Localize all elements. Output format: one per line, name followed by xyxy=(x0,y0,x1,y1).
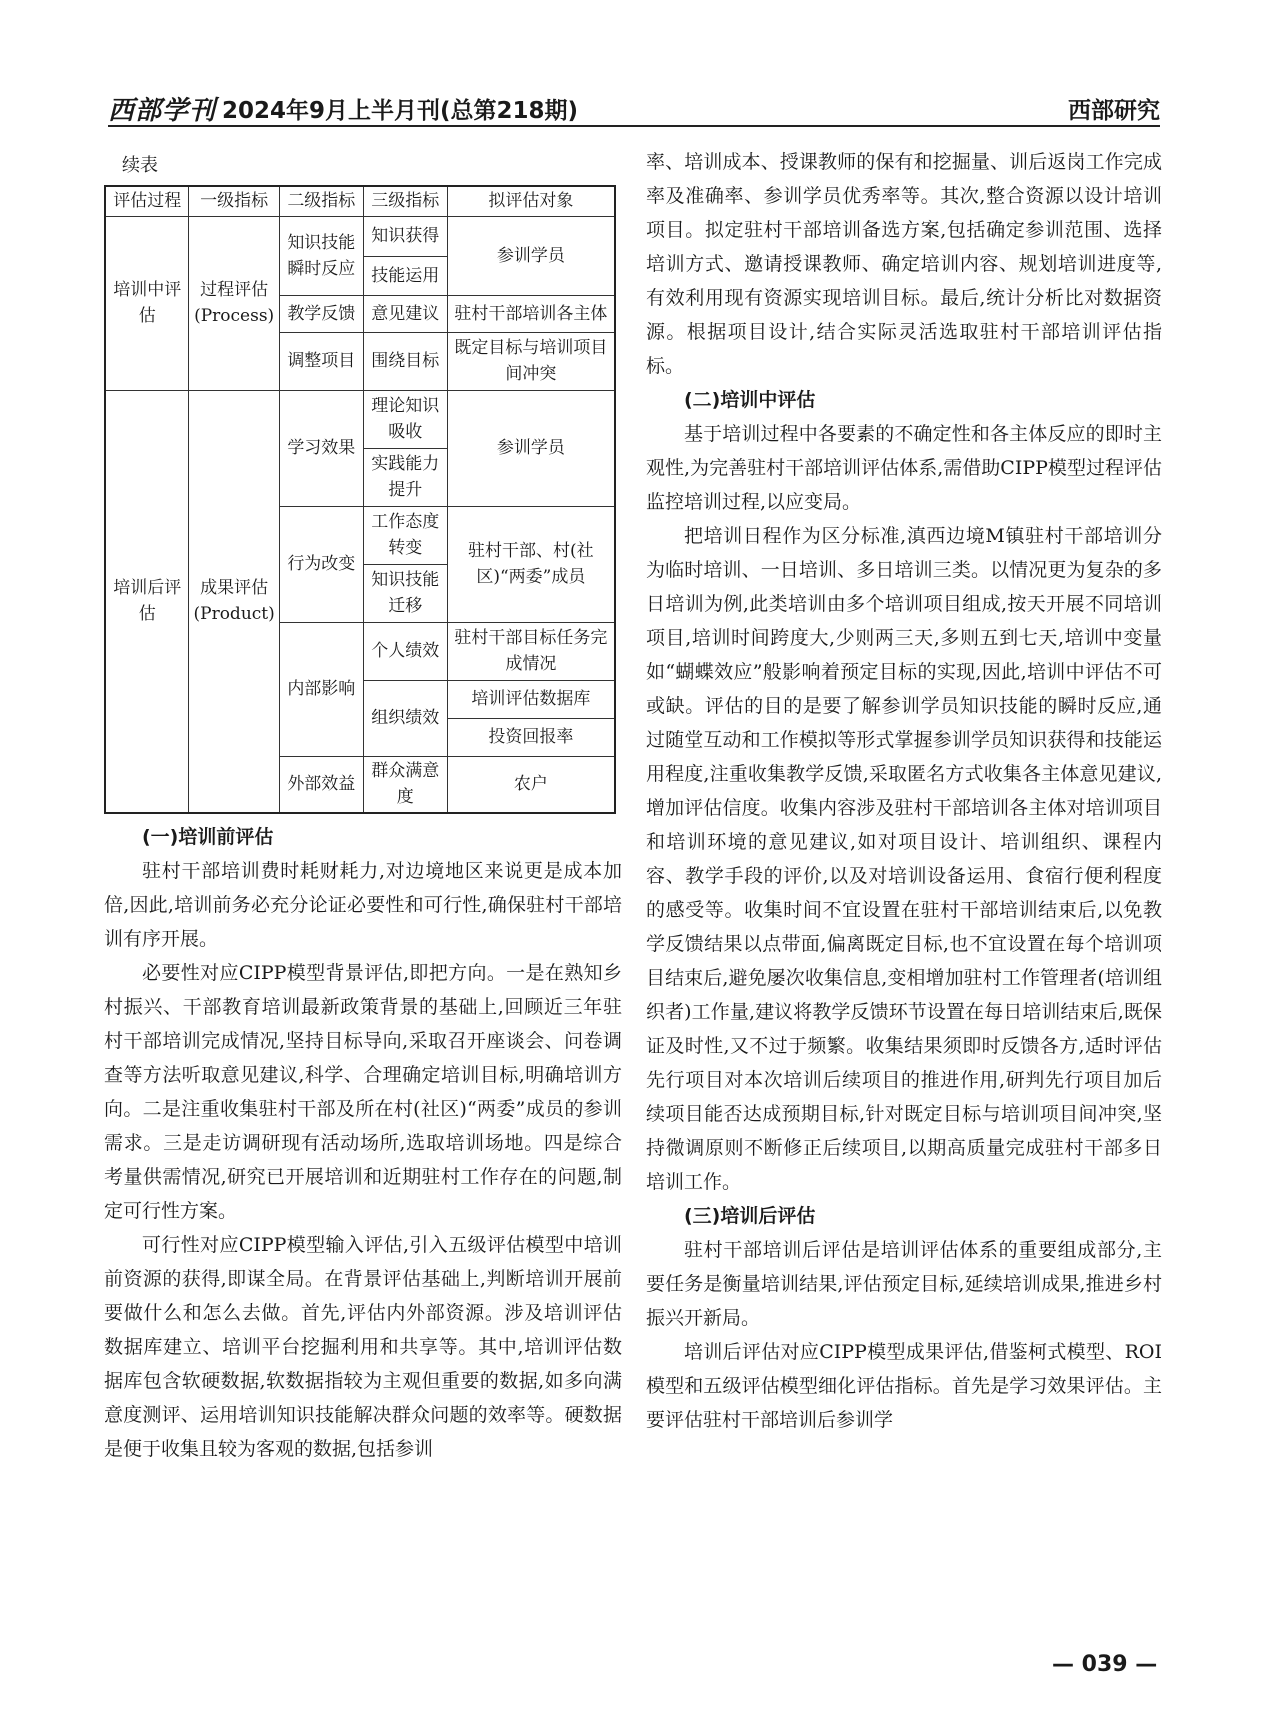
table-cell: 调整项目 xyxy=(279,332,363,390)
table-cell: 知识获得 xyxy=(363,216,447,256)
table-cell: 成果评估(Product) xyxy=(189,390,279,813)
table-cell: 知识技能瞬时反应 xyxy=(279,216,363,295)
table-cell: 学习效果 xyxy=(279,390,363,506)
table-cell: 组织绩效 xyxy=(363,680,447,756)
table-cell: 知识技能迁移 xyxy=(363,564,447,622)
page-header xyxy=(108,88,1160,124)
table-cell: 教学反馈 xyxy=(279,295,363,332)
paragraph: 驻村干部培训费时耗财耗力,对边境地区来说更是成本加倍,因此,培训前务必充分论证必要性和可行性,确保驻村干部培训有序开展。 xyxy=(104,860,622,950)
header-rule xyxy=(108,125,1160,127)
evaluation-table xyxy=(104,185,616,814)
journal-logo: 西部学刊 xyxy=(108,96,217,126)
table-cell: 农户 xyxy=(447,756,615,813)
table-row xyxy=(105,390,615,448)
table-cell: 工作态度转变 xyxy=(363,506,447,564)
table-cell: 参训学员 xyxy=(447,216,615,295)
paragraph: 必要性对应CIPP模型背景评估,即把方向。一是在熟知乡村振兴、干部教育培训最新政策背景的基础上,回顾近三年驻村干部培训完成情况,坚持目标导向,采取召开座谈会、问卷调查等方法听取意见建议,科学、合理确定培训目标,明确培训方向。二是注重收集驻村干部及所在村(社区)“两委”成员的参训需求。三是走访调研现有活动场所,选取培训场地。四是综合考量供需情况,研究已开展培训和近期驻村工作存在的问题,制定可行性方案。 xyxy=(104,962,622,1222)
right-column xyxy=(646,145,1162,1437)
section-name: 西部研究 xyxy=(1068,98,1160,124)
table-header-cell: 评估过程 xyxy=(105,186,189,216)
table-cell: 既定目标与培训项目间冲突 xyxy=(447,332,615,390)
table-header-cell: 拟评估对象 xyxy=(447,186,615,216)
table-cell: 外部效益 xyxy=(279,756,363,813)
table-cell: 培训中评估 xyxy=(105,216,189,390)
paragraph: 基于培训过程中各要素的不确定性和各主体反应的即时主观性,为完善驻村干部培训评估体系,需借助CIPP模型过程评估监控培训过程,以应变局。 xyxy=(646,423,1162,513)
table-header-cell: 一级指标 xyxy=(189,186,279,216)
table-row xyxy=(105,216,615,256)
paragraph: 可行性对应CIPP模型输入评估,引入五级评估模型中培训前资源的获得,即谋全局。在背景评估基础上,判断培训开展前要做什么和怎么去做。首先,评估内外部资源。涉及培训评估数据库建立、培训平台挖掘利用和共享等。其中,培训评估数据库包含软硬数据,软数据指较为主观但重要的数据,如多向满意度测评、运用培训知识技能解决群众问题的效率等。硬数据是便于收集且较为客观的数据,包括参训 xyxy=(104,1234,622,1460)
table-caption: 续表 xyxy=(122,155,158,176)
left-column xyxy=(104,145,622,1466)
section-heading: (三)培训后评估 xyxy=(684,1205,816,1227)
issue-info: 2024年9月上半月刊(总第218期) xyxy=(222,98,579,124)
table-cell: 投资回报率 xyxy=(447,718,615,756)
table-cell: 个人绩效 xyxy=(363,622,447,680)
paragraph: 驻村干部培训后评估是培训评估体系的重要组成部分,主要任务是衡量培训结果,评估预定目标,延续培训成果,推进乡村振兴开新局。 xyxy=(646,1239,1162,1329)
table-cell: 理论知识吸收 xyxy=(363,390,447,448)
table-cell: 群众满意度 xyxy=(363,756,447,813)
table-header-cell: 三级指标 xyxy=(363,186,447,216)
table-cell: 驻村干部、村(社区)“两委”成员 xyxy=(447,506,615,622)
paragraph: 培训后评估对应CIPP模型成果评估,借鉴柯式模型、ROI模型和五级评估模型细化评估指标。首先是学习效果评估。主要评估驻村干部培训后参训学 xyxy=(646,1341,1162,1431)
table-cell: 参训学员 xyxy=(447,390,615,506)
table-cell: 技能运用 xyxy=(363,256,447,295)
table-cell: 行为改变 xyxy=(279,506,363,622)
section-heading: (二)培训中评估 xyxy=(684,389,816,411)
table-cell: 围绕目标 xyxy=(363,332,447,390)
table-cell: 实践能力提升 xyxy=(363,448,447,506)
paragraph: 把培训日程作为区分标准,滇西边境M镇驻村干部培训分为临时培训、一日培训、多日培训三类。以情况更为复杂的多日培训为例,此类培训由多个培训项目组成,按天开展不同培训项目,培训时间跨度大,少则两三天,多则五到七天,培训中变量如“蝴蝶效应”般影响着预定目标的实现,因此,培训中评估不可或缺。评估的目的是要了解参训学员知识技能的瞬时反应,通过随堂互动和工作模拟等形式掌握参训学员知识获得和技能运用程度,注重收集教学反馈,采取匿名方式收集各主体意见建议,增加评估信度。收集内容涉及驻村干部培训各主体对培训项目和培训环境的意见建议,如对项目设计、培训组织、课程内容、教学手段的评价,以及对培训设备运用、食宿行便利程度的感受等。收集时间不宜设置在驻村干部培训结束后,以免教学反馈结果以点带面,偏离既定目标,也不宜设置在每个培训项目结束后,避免屡次收集信息,变相增加驻村工作管理者(培训组织者)工作量,建议将教学反馈环节设置在每日培训结束后,既保证及时性,又不过于频繁。收集结果须即时反馈各方,适时评估先行项目对本次培训后续项目的推进作用,研判先行项目加后续项目能否达成预期目标,针对既定目标与培训项目间冲突,坚持微调原则不断修正后续项目,以期高质量完成驻村干部多日培训工作。 xyxy=(646,525,1162,1193)
table-cell: 培训后评估 xyxy=(105,390,189,813)
page-number: — 039 — xyxy=(1052,1652,1158,1677)
table-cell: 驻村干部目标任务完成情况 xyxy=(447,622,615,680)
table-cell: 内部影响 xyxy=(279,622,363,756)
paragraph: 率、培训成本、授课教师的保有和挖掘量、训后返岗工作完成率及准确率、参训学员优秀率等。其次,整合资源以设计培训项目。拟定驻村干部培训备选方案,包括确定参训范围、选择培训方式、邀请授课教师、确定培训内容、规划培训进度等,有效利用现有资源实现培训目标。最后,统计分析比对数据资源。根据项目设计,结合实际灵活选取驻村干部培训评估指标。 xyxy=(646,151,1162,377)
table-header-row xyxy=(105,186,615,216)
table-cell: 过程评估(Process) xyxy=(189,216,279,390)
table-cell: 培训评估数据库 xyxy=(447,680,615,718)
table-cell: 意见建议 xyxy=(363,295,447,332)
table-header-cell: 二级指标 xyxy=(279,186,363,216)
section-heading: (一)培训前评估 xyxy=(142,826,274,848)
table-cell: 驻村干部培训各主体 xyxy=(447,295,615,332)
